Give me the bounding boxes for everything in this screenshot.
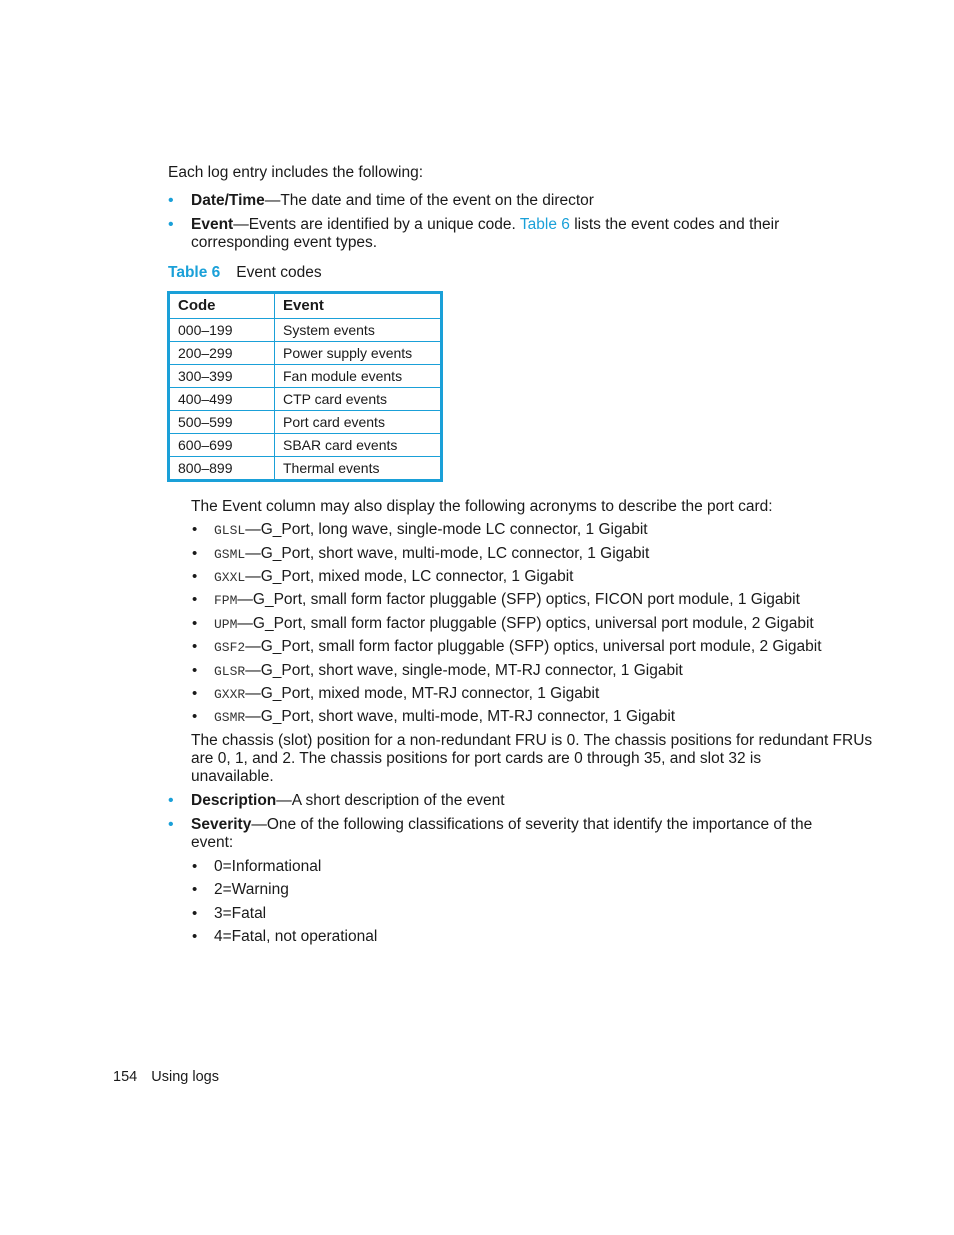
acronym-item [214,685,599,704]
cell-event: Fan module events [275,365,442,388]
acronym-code: GSML [214,547,246,562]
severity-text-b: event: [191,834,234,851]
acronym-code: GSF2 [214,640,246,655]
acronym-desc: —G_Port, small form factor pluggable (SFP) optics, FICON port module, 1 Gigabit [237,591,800,608]
item-datetime [191,192,594,210]
acronym-code: GXXR [214,687,246,702]
bullet: • [192,858,198,875]
section-title: Using logs [151,1069,219,1085]
bullet: • [192,615,198,632]
table-row [169,434,442,457]
datetime-text: —The date and time of the event on the director [264,192,594,209]
header-event: Event [275,293,442,319]
acronym-desc: —G_Port, small form factor pluggable (SFP) optics, universal port module, 2 Gigabit [245,638,822,655]
term-event: Event [191,216,234,233]
cell-code: 200–299 [169,342,275,365]
severity-level: 2=Warning [214,881,289,898]
acronym-desc: —G_Port, long wave, single-mode LC connector, 1 Gigabit [245,521,648,538]
term-severity: Severity [191,816,252,833]
table-row [169,365,442,388]
cell-code: 800–899 [169,457,275,481]
acronym-code: GXXL [214,570,246,585]
bullet: • [192,568,198,585]
acronym-code: GLSL [214,523,246,538]
acronym-item [214,591,800,610]
table-header-row [169,293,442,319]
cell-event: CTP card events [275,388,442,411]
acronym-desc: —G_Port, mixed mode, LC connector, 1 Gigabit [245,568,574,585]
bullet: • [192,905,198,922]
bullet: • [168,192,174,209]
chassis-line: The chassis (slot) position for a non-redundant FRU is 0. The chassis positions for redundant FRUs [191,732,873,749]
severity-level: 4=Fatal, not operational [214,928,378,945]
bullet: • [192,545,198,562]
acronym-item [214,521,648,540]
bullet: • [168,816,174,833]
acronym-code: FPM [214,593,238,608]
page-number: 154 [113,1069,138,1085]
severity-level: 0=Informational [214,858,322,875]
table-caption [168,264,322,282]
cell-event: Port card events [275,411,442,434]
cell-event: SBAR card events [275,434,442,457]
table-row [169,388,442,411]
acronym-desc: —G_Port, short wave, single-mode, MT-RJ connector, 1 Gigabit [245,662,683,679]
acronym-code: GSMR [214,710,246,725]
table-row [169,319,442,342]
acronym-item [214,662,683,681]
table-caption-label: Table 6 [168,264,221,281]
chassis-line: unavailable. [191,768,274,785]
bullet: • [192,662,198,679]
item-description [191,792,505,810]
acronym-desc: —G_Port, mixed mode, MT-RJ connector, 1 Gigabit [245,685,600,702]
bullet: • [192,591,198,608]
table-row [169,457,442,481]
table-row [169,411,442,434]
table-6-link[interactable]: Table 6 [519,216,570,233]
header-code: Code [169,293,275,319]
intro-text: Each log entry includes the following: [168,164,424,181]
acronym-item [214,545,649,564]
acronyms-intro: The Event column may also display the following acronyms to describe the port card: [191,498,773,515]
acronym-desc: —G_Port, short wave, multi-mode, MT-RJ connector, 1 Gigabit [245,708,676,725]
cell-code: 000–199 [169,319,275,342]
term-description: Description [191,792,277,809]
bullet: • [168,792,174,809]
acronym-code: GLSR [214,664,246,679]
item-event [191,216,779,234]
acronym-code: UPM [214,617,238,632]
cell-event: System events [275,319,442,342]
cell-code: 300–399 [169,365,275,388]
acronym-item [214,638,822,657]
bullet: • [192,685,198,702]
chassis-line: are 0, 1, and 2. The chassis positions for port cards are 0 through 35, and slot 32 is [191,750,762,767]
event-codes-table [167,291,443,482]
table-caption-text: Event codes [236,264,322,281]
event-text-c: corresponding event types. [191,234,378,251]
acronym-item [214,568,573,587]
cell-code: 500–599 [169,411,275,434]
cell-event: Thermal events [275,457,442,481]
bullet: • [192,881,198,898]
bullet: • [192,638,198,655]
acronym-item [214,708,675,727]
bullet: • [168,216,174,233]
term-datetime: Date/Time [191,192,265,209]
acronym-item [214,615,814,634]
bullet: • [192,521,198,538]
severity-text-a: —One of the following classifications of severity that identify the importance of the [251,816,813,833]
description-text: —A short description of the event [276,792,505,809]
acronym-desc: —G_Port, short wave, multi-mode, LC connector, 1 Gigabit [245,545,650,562]
cell-event: Power supply events [275,342,442,365]
bullet: • [192,708,198,725]
event-text-a: —Events are identified by a unique code. [233,216,516,233]
cell-code: 400–499 [169,388,275,411]
acronym-desc: —G_Port, small form factor pluggable (SFP) optics, universal port module, 2 Gigabit [237,615,814,632]
severity-level: 3=Fatal [214,905,267,922]
cell-code: 600–699 [169,434,275,457]
table-row [169,342,442,365]
page-footer [113,1068,219,1086]
bullet: • [192,928,198,945]
event-text-b: lists the event codes and their [574,216,780,233]
item-severity [191,816,812,834]
